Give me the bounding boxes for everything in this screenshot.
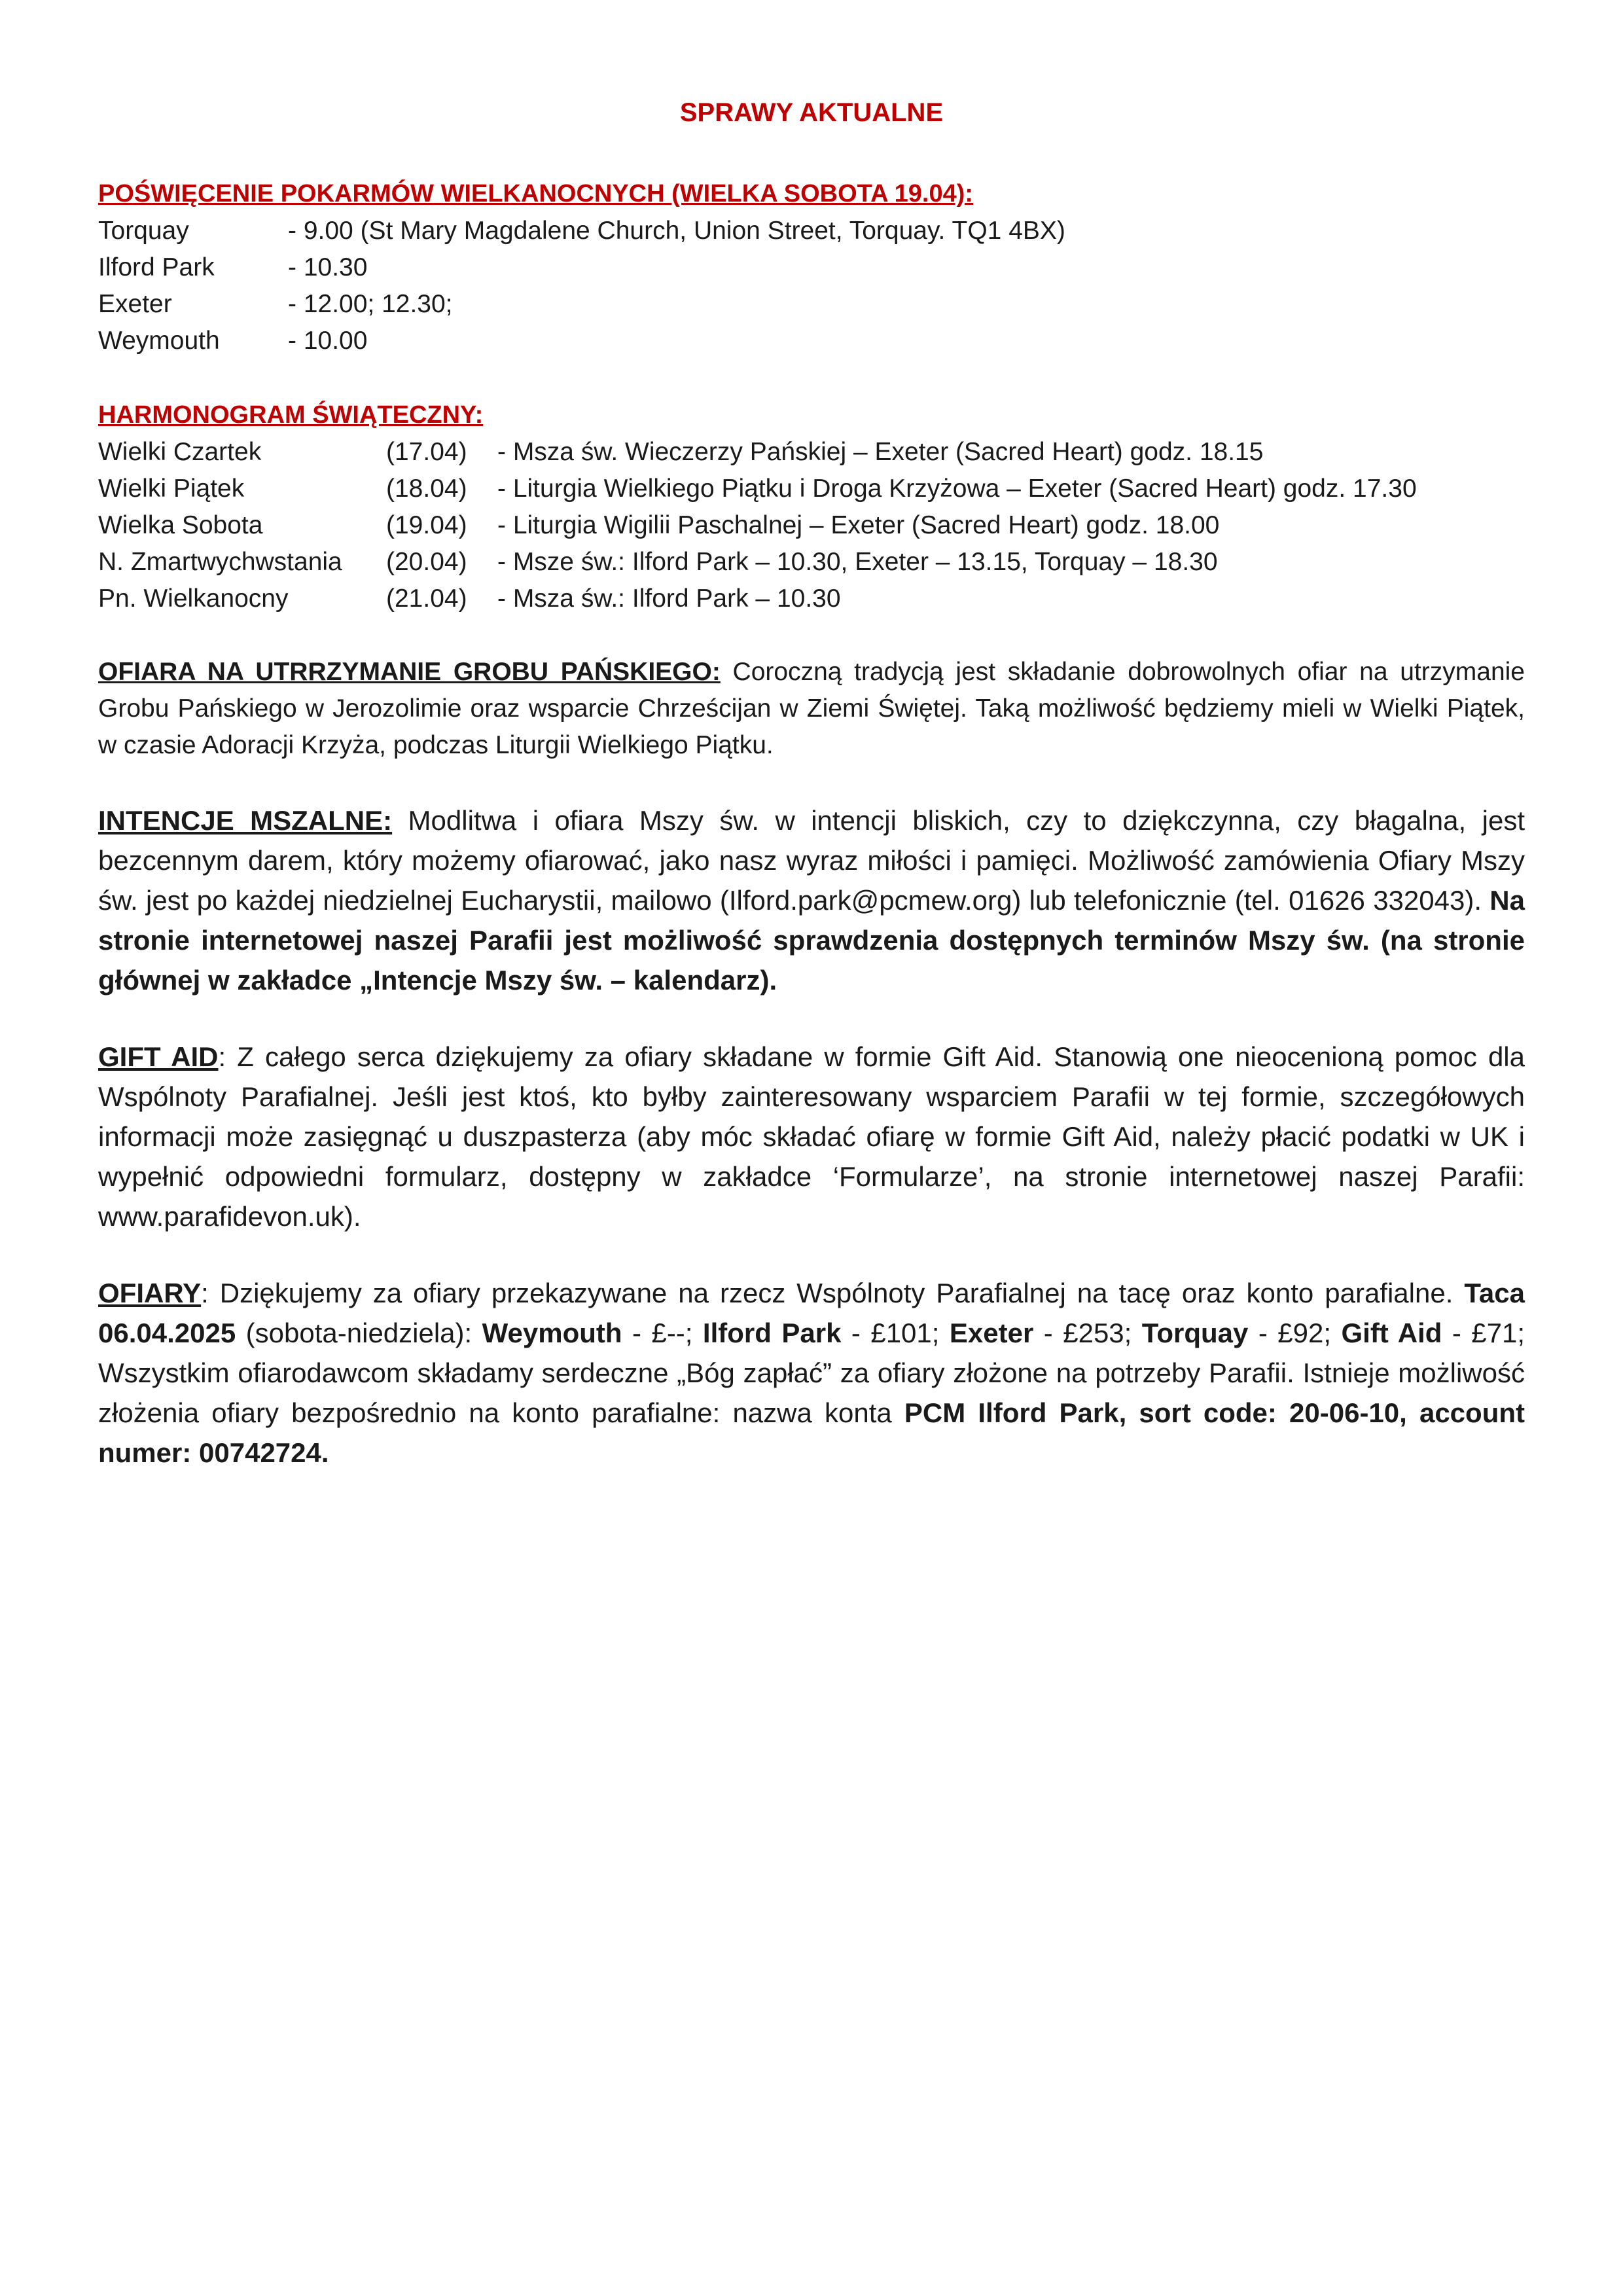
schedule-date: (17.04) xyxy=(386,438,467,466)
gift-aid-paragraph xyxy=(98,1037,1525,1236)
gift-aid-label: GIFT AID xyxy=(98,1041,219,1072)
schedule-day: Wielki Piątek xyxy=(98,475,245,503)
offerings-thanks: Wszystkim ofiarodawcom składamy serdeczne „Bóg zapłać” za ofiary złożone na potrzeby Parafii. Istnieje możliwość złożenia ofiary bezpośrednio na konto parafialne: nazwa konta xyxy=(98,1357,1525,1428)
grave-offering-text: Coroczną tradycją jest składanie dobrowolnych ofiar na utrzymanie Grobu Pańskiego w Jerozolimie oraz wsparcie Chrześcijan w Ziemi Świętej. Taką możliwość będziemy mieli w Wielki Piątek, w czasie Adoracji Krzyża, podczas Liturgii Wielkiego Piątku. xyxy=(98,658,1525,759)
mass-intentions-bold-note: Na stronie internetowej naszej Parafii jest możliwość sprawdzenia dostępnych terminów Mszy św. (na stronie głównej w zakładce „Intencje Mszy św. – kalendarz). xyxy=(98,885,1525,996)
schedule-desc: - Liturgia Wigilii Paschalnej – Exeter (Sacred Heart) godz. 18.00 xyxy=(497,511,1220,539)
ilford-label: Ilford Park xyxy=(702,1318,842,1348)
bank-account-details: PCM Ilford Park, sort code: 20-06-10, account numer: 00742724. xyxy=(98,1397,1525,1468)
mass-intentions-paragraph xyxy=(98,800,1525,1000)
collection-days: (sobota-niedziela): xyxy=(236,1318,482,1348)
gift-aid-text: : Z całego serca dziękujemy za ofiary składane w formie Gift Aid. Stanowią one nieocenioną pomoc dla Wspólnoty Parafialnej. Jeśli jest ktoś, kto byłby zainteresowany wsparciem Parafii w tej formie, szczegółowych informacji może zasięgnąć u duszpasterza (aby móc składać ofiarę w formie Gift Aid, należy płacić podatki w UK i wypełnić odpowiedni formularz, dostępny w zakładce ‘Formularze’, na stronie internetowej naszej Parafii: www.parafidevon.uk). xyxy=(98,1041,1525,1232)
blessing-row xyxy=(98,323,1525,359)
schedule-day: Pn. Wielkanocny xyxy=(98,584,289,613)
blessing-time: - 12.00; 12.30; xyxy=(288,290,453,318)
offerings-paragraph xyxy=(98,1273,1525,1473)
schedule-date: (20.04) xyxy=(386,548,467,576)
exeter-label: Exeter xyxy=(949,1318,1034,1348)
torquay-amount: - £92; xyxy=(1248,1318,1342,1348)
schedule-date: (18.04) xyxy=(386,475,467,503)
schedule-desc: - Liturgia Wielkiego Piątku i Droga Krzyżowa – Exeter (Sacred Heart) godz. 17.30 xyxy=(497,475,1417,503)
blessing-time: - 10.30 xyxy=(288,253,368,281)
mass-intentions-label: INTENCJE MSZALNE: xyxy=(98,805,393,836)
schedule-desc: - Msze św.: Ilford Park – 10.30, Exeter – 13.15, Torquay – 18.30 xyxy=(497,548,1218,576)
blessing-section xyxy=(98,175,1525,359)
blessing-place: Weymouth xyxy=(98,327,220,355)
schedule-desc: - Msza św. Wieczerzy Pańskiej – Exeter (Sacred Heart) godz. 18.15 xyxy=(497,438,1264,466)
blessing-row xyxy=(98,286,1525,323)
blessing-place: Ilford Park xyxy=(98,253,215,281)
schedule-date: (21.04) xyxy=(386,584,467,613)
weymouth-amount: - £--; xyxy=(622,1318,703,1348)
blessing-time: - 10.00 xyxy=(288,327,368,355)
collection-date: Taca 06.04.2025 xyxy=(98,1278,1525,1348)
schedule-day: N. Zmartwychwstania xyxy=(98,548,342,576)
bulletin-page xyxy=(98,98,1525,1509)
blessing-place: Torquay xyxy=(98,217,189,245)
schedule-row xyxy=(98,581,1525,617)
gift-aid-amount-label: Gift Aid xyxy=(1341,1318,1442,1348)
schedule-section xyxy=(98,396,1525,617)
blessing-row xyxy=(98,249,1525,286)
schedule-day: Wielka Sobota xyxy=(98,511,263,539)
mass-intentions-text: Modlitwa i ofiara Mszy św. w intencji bliskich, czy to dziękczynna, czy błagalna, jest bezcennym darem, który możemy ofiarować, jako nasz wyraz miłości i pamięci. Możliwość zamówienia Ofiary Mszy św. jest po każdej niedzielnej Eucharystii, mailowo (Ilford.park@pcmew.org) lub telefonicznie (tel. 01626 332043). xyxy=(98,805,1525,916)
blessing-heading: POŚWIĘCENIE POKARMÓW WIELKANOCNYCH (WIELKA SOBOTA 19.04): xyxy=(98,180,974,207)
schedule-row xyxy=(98,507,1525,544)
page-title: SPRAWY AKTUALNE xyxy=(679,98,944,127)
blessing-time: - 9.00 (St Mary Magdalene Church, Union Street, Torquay. TQ1 4BX) xyxy=(288,217,1065,245)
schedule-desc: - Msza św.: Ilford Park – 10.30 xyxy=(497,584,841,613)
schedule-row xyxy=(98,471,1525,507)
offerings-intro: : Dziękujemy za ofiary przekazywane na rzecz Wspólnoty Parafialnej na tacę oraz konto parafialne. xyxy=(201,1278,1465,1308)
torquay-label: Torquay xyxy=(1141,1318,1249,1348)
ilford-amount: - £101; xyxy=(841,1318,950,1348)
weymouth-label: Weymouth xyxy=(482,1318,622,1348)
schedule-day: Wielki Czartek xyxy=(98,438,262,466)
schedule-row xyxy=(98,544,1525,581)
grave-offering-label: OFIARA NA UTRRZYMANIE GROBU PAŃSKIEGO: xyxy=(98,658,721,686)
grave-offering-paragraph xyxy=(98,654,1525,764)
exeter-amount: - £253; xyxy=(1033,1318,1142,1348)
schedule-row xyxy=(98,434,1525,471)
offerings-label: OFIARY xyxy=(98,1278,202,1308)
schedule-date: (19.04) xyxy=(386,511,467,539)
blessing-row xyxy=(98,213,1525,249)
schedule-heading: HARMONOGRAM ŚWIĄTECZNY: xyxy=(98,401,484,429)
gift-aid-amount: - £71; xyxy=(1442,1318,1525,1348)
blessing-place: Exeter xyxy=(98,290,172,318)
